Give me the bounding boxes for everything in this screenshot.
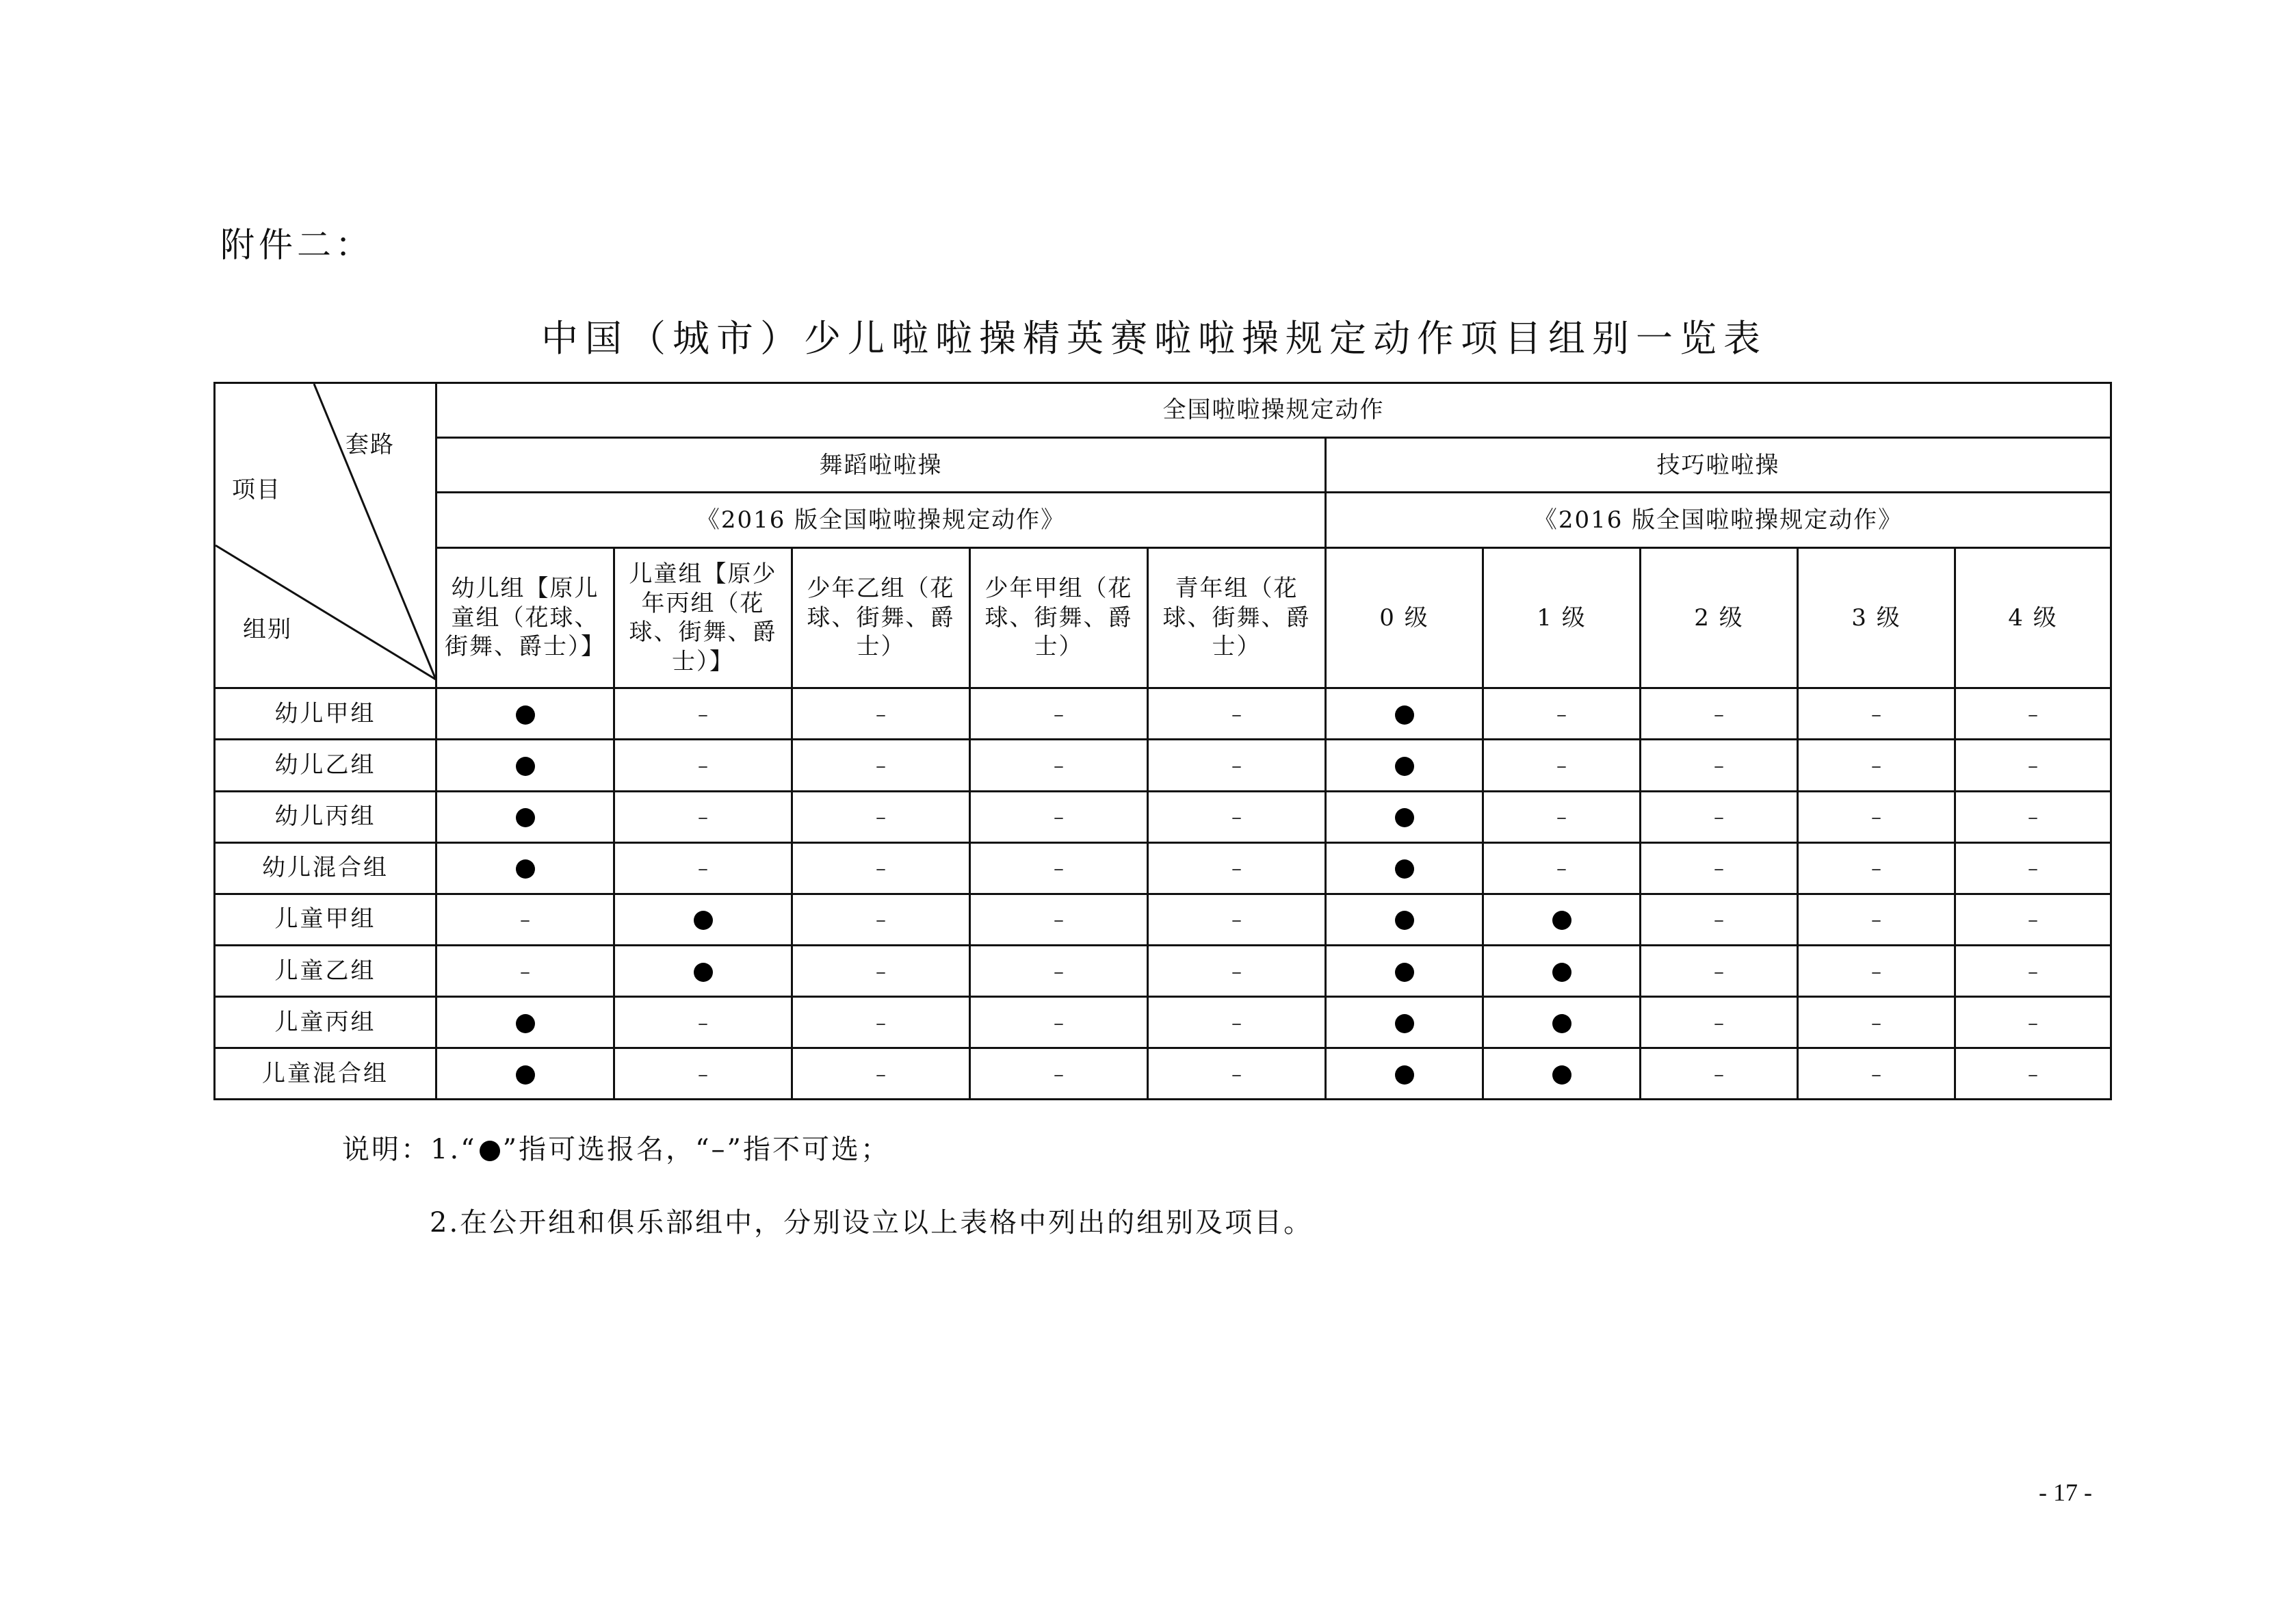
selectable-dot-icon <box>516 1014 535 1033</box>
header-stunt-cheer: 技巧啦啦操 <box>1326 438 2111 493</box>
not-selectable-dash: – <box>1054 959 1064 984</box>
column-header: 0 级 <box>1326 547 1483 688</box>
column-header: 幼儿组【原儿童组（花球、街舞、爵士）】 <box>436 547 614 688</box>
not-selectable-dash: – <box>1556 754 1567 779</box>
not-selectable-dash: – <box>1871 908 1881 933</box>
table-row <box>215 791 2111 842</box>
not-selectable-dash: – <box>876 908 886 933</box>
not-selectable-dash: – <box>876 703 886 727</box>
header-national-standard: 全国啦啦操规定动作 <box>436 383 2111 438</box>
table-cell <box>970 996 1148 1048</box>
not-selectable-dash: – <box>876 1011 886 1035</box>
not-selectable-dash: – <box>2028 703 2039 727</box>
not-selectable-dash: – <box>1714 1062 1724 1087</box>
not-selectable-dash: – <box>1054 703 1064 727</box>
table-cell <box>1483 842 1641 894</box>
table-cell <box>792 740 970 791</box>
selectable-dot-icon <box>1395 757 1414 776</box>
not-selectable-dash: – <box>876 1062 886 1087</box>
column-header: 4 级 <box>1955 547 2111 688</box>
table-cell <box>1326 1048 1483 1099</box>
table-cell <box>1326 740 1483 791</box>
table-cell <box>970 688 1148 740</box>
page-number: - 17 - <box>2039 1479 2092 1506</box>
table-cell <box>614 1048 792 1099</box>
not-selectable-dash: – <box>1714 805 1724 830</box>
not-selectable-dash: – <box>1714 857 1724 881</box>
not-selectable-dash: – <box>876 959 886 984</box>
table-cell <box>970 894 1148 945</box>
not-selectable-dash: – <box>1871 805 1881 830</box>
table-cell <box>436 842 614 894</box>
note-1-suffix: ”指可选报名，“–”指不可选； <box>502 1134 890 1165</box>
selectable-dot-icon <box>1395 705 1414 725</box>
table-cell <box>1483 688 1641 740</box>
column-header: 2 级 <box>1641 547 1798 688</box>
not-selectable-dash: – <box>1054 857 1064 881</box>
table-cell <box>614 842 792 894</box>
not-selectable-dash: – <box>698 857 708 881</box>
column-header: 少年乙组（花球、街舞、爵士） <box>792 547 970 688</box>
not-selectable-dash: – <box>1054 805 1064 830</box>
not-selectable-dash: – <box>698 703 708 727</box>
column-header: 青年组（花球、街舞、爵士） <box>1148 547 1326 688</box>
column-header: 3 级 <box>1798 547 1955 688</box>
table-cell <box>1798 996 1955 1048</box>
table-row <box>215 1048 2111 1099</box>
table-cell <box>1483 996 1641 1048</box>
not-selectable-dash: – <box>1054 908 1064 933</box>
table-cell <box>614 996 792 1048</box>
not-selectable-dash: – <box>876 754 886 779</box>
not-selectable-dash: – <box>1231 754 1242 779</box>
table-row <box>215 842 2111 894</box>
not-selectable-dash: – <box>1714 959 1724 984</box>
not-selectable-dash: – <box>1714 754 1724 779</box>
table-cell <box>1148 791 1326 842</box>
group-table-wrapper <box>213 382 2110 1100</box>
not-selectable-dash: – <box>1714 908 1724 933</box>
table-cell <box>970 791 1148 842</box>
corner-label-routine: 套路 <box>345 431 395 458</box>
not-selectable-dash: – <box>2028 857 2039 881</box>
not-selectable-dash: – <box>1231 908 1242 933</box>
table-cell <box>1955 894 2111 945</box>
row-label: 儿童丙组 <box>215 996 436 1048</box>
table-row <box>215 945 2111 996</box>
table-cell <box>1326 996 1483 1048</box>
selectable-dot-icon <box>516 859 535 879</box>
table-cell <box>1955 1048 2111 1099</box>
table-cell <box>614 740 792 791</box>
table-cell <box>970 842 1148 894</box>
table-cell <box>436 894 614 945</box>
selectable-dot-icon <box>516 808 535 827</box>
table-cell <box>792 688 970 740</box>
table-cell <box>1148 1048 1326 1099</box>
not-selectable-dash: – <box>520 908 530 933</box>
column-header: 少年甲组（花球、街舞、爵士） <box>970 547 1148 688</box>
table-cell <box>1641 945 1798 996</box>
table-cell <box>614 894 792 945</box>
not-selectable-dash: – <box>2028 754 2039 779</box>
not-selectable-dash: – <box>1714 703 1724 727</box>
note-line-1 <box>342 1128 890 1167</box>
table-cell <box>1641 740 1798 791</box>
not-selectable-dash: – <box>698 1011 708 1035</box>
note-1-prefix: 说明：1.“ <box>342 1134 477 1165</box>
group-table <box>213 382 2112 1100</box>
selectable-dot-icon <box>1395 1014 1414 1033</box>
table-cell <box>1148 842 1326 894</box>
not-selectable-dash: – <box>876 857 886 881</box>
document-title: 中国（城市）少儿啦啦操精英赛啦啦操规定动作项目组别一览表 <box>541 317 1767 360</box>
not-selectable-dash: – <box>1231 805 1242 830</box>
table-cell <box>792 945 970 996</box>
table-cell <box>970 740 1148 791</box>
not-selectable-dash: – <box>2028 805 2039 830</box>
note-line-2: 2.在公开组和俱乐部组中，分别设立以上表格中列出的组别及项目。 <box>430 1207 1314 1239</box>
table-cell <box>792 1048 970 1099</box>
row-label: 儿童甲组 <box>215 894 436 945</box>
selectable-dot-icon <box>1395 808 1414 827</box>
table-cell <box>1483 740 1641 791</box>
table-cell <box>1955 945 2111 996</box>
table-row <box>215 740 2111 791</box>
header-dance-standard: 《2016 版全国啦啦操规定动作》 <box>436 493 1326 547</box>
table-cell <box>1326 894 1483 945</box>
table-cell <box>1148 894 1326 945</box>
not-selectable-dash: – <box>1871 857 1881 881</box>
bullet-dot-icon <box>480 1141 500 1161</box>
table-cell <box>614 688 792 740</box>
table-cell <box>1326 791 1483 842</box>
table-cell <box>1798 945 1955 996</box>
corner-label-group: 组别 <box>243 616 292 643</box>
selectable-dot-icon <box>516 1065 535 1085</box>
not-selectable-dash: – <box>1054 1062 1064 1087</box>
table-cell <box>1483 894 1641 945</box>
not-selectable-dash: – <box>1556 703 1567 727</box>
not-selectable-dash: – <box>1714 1011 1724 1035</box>
not-selectable-dash: – <box>876 805 886 830</box>
selectable-dot-icon <box>1552 1065 1571 1085</box>
table-cell <box>614 791 792 842</box>
table-cell <box>1326 688 1483 740</box>
table-cell <box>436 996 614 1048</box>
not-selectable-dash: – <box>1556 857 1567 881</box>
not-selectable-dash: – <box>698 1062 708 1087</box>
not-selectable-dash: – <box>1231 857 1242 881</box>
not-selectable-dash: – <box>1556 805 1567 830</box>
table-cell <box>1641 842 1798 894</box>
corner-label-item: 项目 <box>232 476 281 504</box>
selectable-dot-icon <box>1552 911 1571 930</box>
table-cell <box>1955 688 2111 740</box>
row-label: 幼儿混合组 <box>215 842 436 894</box>
not-selectable-dash: – <box>1871 1062 1881 1087</box>
selectable-dot-icon <box>1395 859 1414 879</box>
row-label: 幼儿丙组 <box>215 791 436 842</box>
table-cell <box>1641 1048 1798 1099</box>
not-selectable-dash: – <box>1054 754 1064 779</box>
table-cell <box>1483 791 1641 842</box>
table-cell <box>436 945 614 996</box>
not-selectable-dash: – <box>2028 908 2039 933</box>
table-cell <box>1798 791 1955 842</box>
selectable-dot-icon <box>1395 963 1414 982</box>
table-cell <box>1148 740 1326 791</box>
not-selectable-dash: – <box>1054 1011 1064 1035</box>
table-cell <box>1326 842 1483 894</box>
table-cell <box>436 1048 614 1099</box>
table-cell <box>1148 945 1326 996</box>
selectable-dot-icon <box>1395 911 1414 930</box>
selectable-dot-icon <box>694 963 713 982</box>
not-selectable-dash: – <box>1871 959 1881 984</box>
table-cell <box>1798 1048 1955 1099</box>
not-selectable-dash: – <box>520 959 530 984</box>
selectable-dot-icon <box>1552 1014 1571 1033</box>
attachment-label: 附件二： <box>220 225 374 265</box>
not-selectable-dash: – <box>2028 1011 2039 1035</box>
table-cell <box>1798 842 1955 894</box>
not-selectable-dash: – <box>698 754 708 779</box>
not-selectable-dash: – <box>1231 959 1242 984</box>
table-cell <box>792 791 970 842</box>
table-cell <box>1955 842 2111 894</box>
table-cell <box>1641 688 1798 740</box>
row-label: 儿童乙组 <box>215 945 436 996</box>
header-dance-cheer: 舞蹈啦啦操 <box>436 438 1326 493</box>
not-selectable-dash: – <box>2028 1062 2039 1087</box>
table-cell <box>1326 945 1483 996</box>
table-cell <box>1148 996 1326 1048</box>
table-cell <box>1148 688 1326 740</box>
table-cell <box>436 688 614 740</box>
not-selectable-dash: – <box>1871 754 1881 779</box>
table-cell <box>1483 1048 1641 1099</box>
selectable-dot-icon <box>1552 963 1571 982</box>
table-cell <box>1955 740 2111 791</box>
table-cell <box>436 740 614 791</box>
header-stunt-standard: 《2016 版全国啦啦操规定动作》 <box>1326 493 2111 547</box>
table-cell <box>792 996 970 1048</box>
table-cell <box>614 945 792 996</box>
table-cell <box>1483 945 1641 996</box>
table-cell <box>1955 996 2111 1048</box>
selectable-dot-icon <box>516 757 535 776</box>
table-row <box>215 688 2111 740</box>
selectable-dot-icon <box>694 911 713 930</box>
table-row <box>215 996 2111 1048</box>
table-cell <box>1641 894 1798 945</box>
row-label: 幼儿甲组 <box>215 688 436 740</box>
corner-header-cell <box>215 383 436 688</box>
table-cell <box>970 1048 1148 1099</box>
selectable-dot-icon <box>516 705 535 725</box>
table-cell <box>1798 740 1955 791</box>
table-cell <box>792 842 970 894</box>
not-selectable-dash: – <box>1231 1062 1242 1087</box>
table-cell <box>1955 791 2111 842</box>
table-cell <box>792 894 970 945</box>
table-row <box>215 894 2111 945</box>
row-label: 儿童混合组 <box>215 1048 436 1099</box>
not-selectable-dash: – <box>698 805 708 830</box>
table-cell <box>970 945 1148 996</box>
selectable-dot-icon <box>1395 1065 1414 1085</box>
table-cell <box>1798 688 1955 740</box>
not-selectable-dash: – <box>1871 703 1881 727</box>
table-cell <box>1798 894 1955 945</box>
not-selectable-dash: – <box>2028 959 2039 984</box>
table-cell <box>1641 791 1798 842</box>
not-selectable-dash: – <box>1231 1011 1242 1035</box>
not-selectable-dash: – <box>1871 1011 1881 1035</box>
table-cell <box>1641 996 1798 1048</box>
not-selectable-dash: – <box>1231 703 1242 727</box>
table-cell <box>436 791 614 842</box>
column-header: 1 级 <box>1483 547 1641 688</box>
row-label: 幼儿乙组 <box>215 740 436 791</box>
column-header: 儿童组【原少年丙组（花球、街舞、爵士）】 <box>614 547 792 688</box>
